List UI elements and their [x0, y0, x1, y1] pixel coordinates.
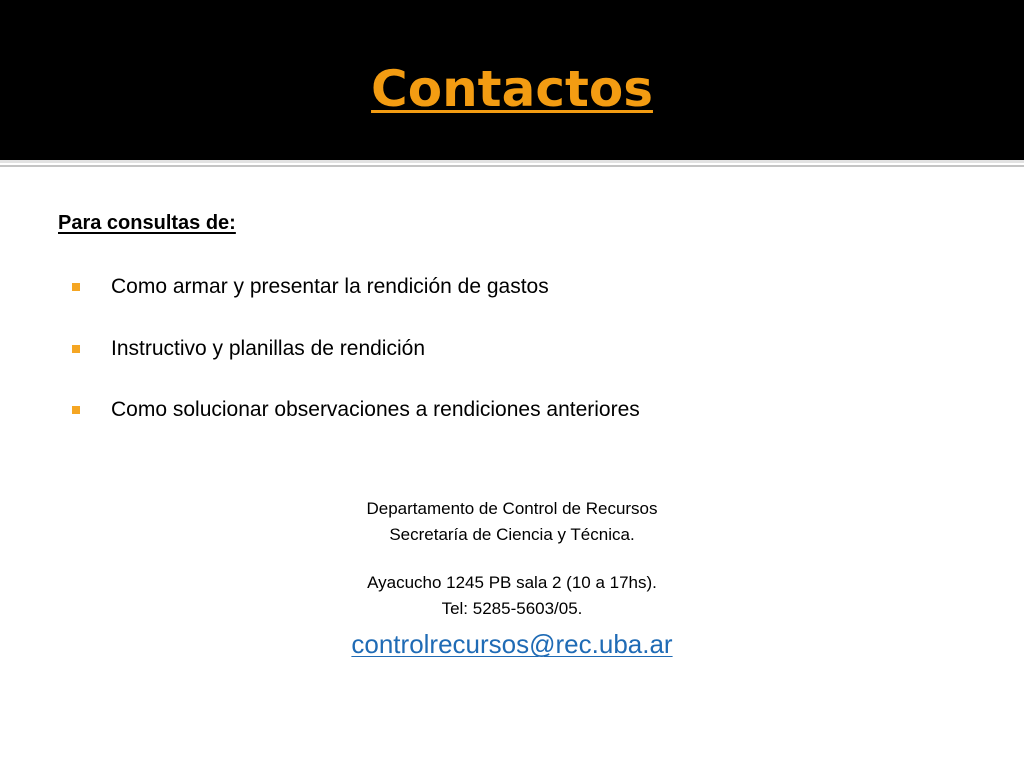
- square-bullet-icon: [72, 345, 80, 353]
- slide-header: [0, 0, 1024, 160]
- secretariat-name: Secretaría de Ciencia y Técnica.: [389, 525, 635, 544]
- list-item-text: Instructivo y planillas de rendición: [111, 337, 425, 360]
- list-item-text: Como armar y presentar la rendición de gastos: [111, 275, 549, 298]
- email-link[interactable]: controlrecursos@rec.uba.ar: [351, 629, 673, 659]
- header-divider-top: [0, 160, 1024, 163]
- office-address: Ayacucho 1245 PB sala 2 (10 a 17hs).: [367, 573, 657, 592]
- consultas-heading: Para consultas de:: [58, 212, 236, 234]
- contact-block: [262, 496, 762, 660]
- slide-title: Contactos: [371, 60, 653, 118]
- square-bullet-icon: [72, 406, 80, 414]
- square-bullet-icon: [72, 283, 80, 291]
- department-name: Departamento de Control de Recursos: [366, 499, 658, 518]
- contact-spacer: [262, 548, 762, 570]
- list-item-text: Como solucionar observaciones a rendiciones anteriores: [111, 398, 640, 421]
- phone-number: Tel: 5285-5603/05.: [441, 599, 583, 618]
- header-divider-bottom: [0, 165, 1024, 167]
